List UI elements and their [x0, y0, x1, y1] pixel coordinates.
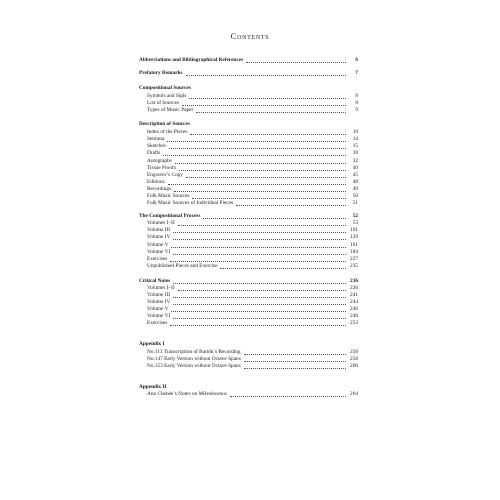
toc-section-heading	[139, 340, 358, 348]
toc-entry-label: Drafts	[147, 150, 161, 156]
toc-page-number: 10	[352, 129, 358, 135]
toc-page-number: 235	[350, 263, 358, 269]
dot-leader	[236, 204, 346, 206]
toc-entry-label: Volumes I–II	[147, 220, 175, 226]
toc-section-heading	[139, 120, 358, 128]
toc-page-number: 260	[350, 363, 358, 369]
toc-page-number: 14	[352, 136, 358, 142]
page-title: Contents	[230, 31, 270, 41]
toc-entry	[139, 390, 358, 398]
toc-entry-label: No.147 Early Version without Octave Spans	[147, 356, 241, 362]
toc-entry-label: Volume III	[147, 292, 170, 298]
toc-page-number: 129	[350, 234, 358, 240]
toc-entry-label: Folk Music Sources of Individual Pieces	[147, 200, 234, 206]
toc-entry-label: Abbreviations and Bibliographical References	[139, 57, 244, 63]
toc-page-number: 241	[350, 292, 358, 298]
toc-page-number: 8	[355, 93, 358, 99]
toc-page-number: 8	[355, 100, 358, 106]
toc-section-heading	[139, 84, 358, 92]
toc-page-number: 48	[352, 179, 358, 185]
toc-entry-label: Prefatory Remarks	[139, 70, 183, 76]
toc-entry-label: Symbols and Sigls	[147, 93, 187, 99]
toc-entry-label: Description of Sources	[139, 121, 190, 127]
toc-page-number: 258	[350, 356, 358, 362]
toc-page-number: 253	[350, 320, 358, 326]
toc-page-number: 51	[352, 200, 358, 206]
dot-leader	[196, 111, 346, 113]
dot-leader	[220, 267, 346, 269]
toc-entry-label: Types of Music Paper	[147, 107, 194, 113]
toc-entry-label: Exercises	[147, 256, 168, 262]
toc-entry-label: Volume V	[147, 306, 169, 312]
toc-entry-label: Volumes I–II	[147, 285, 175, 291]
toc-entry-label: Appendix I	[139, 341, 165, 347]
toc-section-heading	[139, 56, 358, 64]
toc-entry-label: Editions	[147, 179, 165, 185]
toc-entry-label: Exercises	[147, 320, 168, 326]
toc-entry-label: Sketches	[147, 143, 166, 149]
toc-entry-label: Volume IV	[147, 299, 171, 305]
toc-entry	[139, 362, 358, 370]
toc-entry-label: Compositional Sources	[139, 85, 191, 91]
toc-page-number: 101	[350, 227, 358, 233]
toc-entry	[139, 233, 358, 241]
toc-entry-label: Tissue Proofs	[147, 165, 176, 171]
toc-page-number: 236	[350, 285, 358, 291]
toc-entry	[139, 199, 358, 207]
toc-entry-label: Critical Notes	[139, 278, 171, 284]
toc-page-number: 7	[355, 70, 358, 76]
toc-entry-label: Engraver’s Copy	[147, 172, 183, 178]
toc-page-number: 15	[352, 143, 358, 149]
toc-page-number: 49	[352, 186, 358, 192]
toc-page-number: 244	[350, 299, 358, 305]
toc-page-number: 32	[352, 158, 358, 164]
dot-leader	[246, 61, 346, 63]
toc-entry	[139, 149, 358, 157]
toc-page-number: 246	[350, 306, 358, 312]
toc-entry	[139, 262, 358, 270]
toc-entry-label: List of Sources	[147, 100, 180, 106]
toc-entry	[139, 319, 358, 327]
toc-page-number: 227	[350, 256, 358, 262]
toc-entry-label: Index of the Pieces	[147, 129, 188, 135]
toc-page-number: 236	[350, 278, 358, 284]
dot-leader	[170, 324, 346, 326]
toc-page-number: 52	[352, 213, 358, 219]
toc-entry	[139, 106, 358, 114]
toc-entry-label: Folk Music Sources	[147, 193, 190, 199]
toc-entry-label: Volume IV	[147, 234, 171, 240]
toc-page-number: 18	[352, 150, 358, 156]
toc-page-number: 248	[350, 313, 358, 319]
toc-entry-label: No.153 Early Version without Octave Spans	[147, 363, 241, 369]
toc-entry-label: Volume VI	[147, 313, 171, 319]
toc-entry-label: Ann Chenée’s Notes on Mikrokosmos	[147, 391, 227, 397]
toc-entry-label: Volume III	[147, 227, 170, 233]
toc-entry-label: Volume V	[147, 242, 169, 248]
dot-leader	[173, 238, 346, 240]
dot-leader	[230, 395, 346, 397]
toc-entry-label: Autographs	[147, 158, 172, 164]
toc-entry-label: Unpublished Pieces and Exercise	[147, 263, 218, 269]
dot-leader	[163, 154, 346, 156]
toc-page-number: 264	[350, 391, 358, 397]
toc-page-number: 161	[350, 242, 358, 248]
toc-entry-label-italic: Mikrokosmos	[198, 391, 227, 397]
toc-entry-label: Recordings	[147, 186, 172, 192]
toc-entry-label: Volume VI	[147, 249, 171, 255]
toc-entry-label: Stemma	[147, 136, 165, 142]
toc-section-heading	[139, 69, 358, 77]
toc-page-number: 256	[350, 349, 358, 355]
dot-leader	[186, 74, 346, 76]
toc-page-number: 6	[355, 57, 358, 63]
toc-entry-label: Appendix II	[139, 384, 167, 390]
toc-entry-label: The Compositional Process	[139, 213, 201, 219]
toc-page-number: 40	[352, 165, 358, 171]
toc-page-number: 184	[350, 249, 358, 255]
toc-page-number: 9	[355, 107, 358, 113]
toc-entry-label: No.113 Transcription of Bartók’s Recording	[147, 349, 241, 355]
toc-page-number: 53	[352, 220, 358, 226]
toc-page-number: 45	[352, 172, 358, 178]
toc-page-number: 50	[352, 193, 358, 199]
dot-leader	[244, 367, 346, 369]
